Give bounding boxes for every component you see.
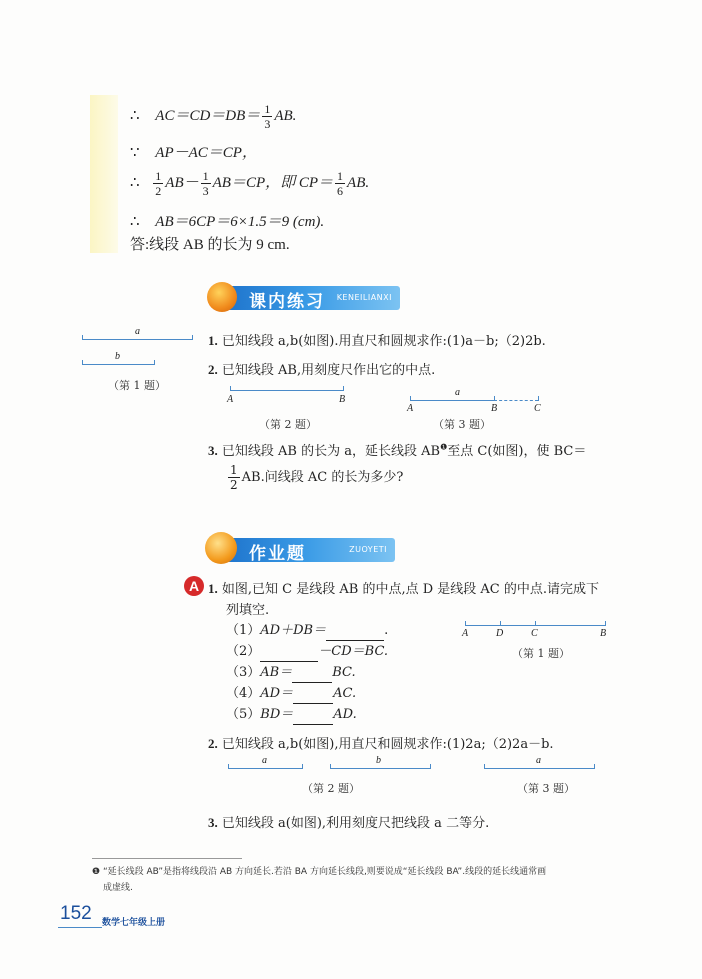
fill-item-4: （4）AD＝ AC. (226, 683, 388, 704)
therefore-symbol: ∴ (130, 174, 140, 191)
segment-a (82, 339, 192, 340)
homework-question-3: 3. 已知线段 a(如图),利用刻度尺把线段 a 二等分. (208, 815, 490, 831)
footnote: ❶ “延长线段 AB”是指将线段沿 AB 方向延长.若沿 BA 方向延长线段,则要说成“延长线段 BA”.线段的延长线通常画 (92, 867, 547, 877)
fill-item-3: （3）AB＝ BC. (226, 662, 388, 683)
proof-line-1: ∴ AC＝CD＝DB＝ $\frac{1}{3}$ AB. (130, 102, 297, 131)
answer-blank[interactable] (293, 724, 333, 725)
fill-item-5: （5）BD＝ AD. (226, 704, 388, 725)
extension-bc (494, 400, 538, 401)
footnote-divider (92, 858, 242, 859)
homework-question-2: 2. 已知线段 a,b(如图),用直尺和圆规求作:(1)2a;（2)2a－b. (208, 736, 554, 752)
proof-line-2: ∵ AP－AC＝CP， (130, 145, 257, 161)
practice-question-3: 3. 已知线段 AB 的长为 a，延长线段 $AB^❶$至点 C(如图)，使 BC＝ (208, 442, 587, 459)
homework-banner: 作业题 ZUOYETI (215, 538, 395, 562)
segment-b (82, 364, 154, 365)
segment-ab (410, 400, 494, 401)
segment-ab (230, 390, 343, 391)
because-symbol: ∵ (130, 145, 140, 161)
segment-a (228, 768, 302, 769)
fill-in-list (226, 620, 388, 725)
fill-item-2: （2） －CD＝BC. (226, 641, 388, 662)
fraction: $\frac{1}{3}$ (202, 169, 209, 198)
segment-a (484, 768, 594, 769)
fraction: $\frac{1}{2}$ (155, 169, 162, 198)
therefore-symbol: ∴ (130, 107, 140, 124)
fraction: $\frac{1}{3}$ (264, 102, 271, 131)
proof-line-3: ∴ $\frac{1}{2}$ AB－ $\frac{1}{3}$ AB＝CP，即 CP＝ $\frac{1}{6}$ AB. (130, 169, 370, 198)
proof-answer: 答:线段 AB 的长为 9 cm. (130, 237, 290, 253)
segment-b (330, 768, 430, 769)
practice-banner: 课内练习 KENEILIANXI (215, 286, 400, 310)
practice-question-3-cont: $\frac{1}{2}$ AB.问线段 AC 的长为多少? (230, 463, 404, 492)
footnote-marker: ❶ (440, 442, 448, 452)
fraction: $\frac{1}{2}$ (230, 463, 238, 492)
therefore-symbol: ∴ (130, 214, 140, 230)
fill-item-1: （1）AD＋DB＝ . (226, 620, 388, 641)
proof-line-4: ∴ AB＝6CP＝6×1.5＝9 (cm). (130, 214, 325, 230)
level-a-badge: A (184, 576, 204, 596)
orb-icon (205, 532, 237, 564)
practice-question-2: 2. 已知线段 AB,用刻度尺作出它的中点. (208, 362, 436, 378)
homework-question-1-cont: 列填空. (226, 603, 270, 618)
sun-icon (207, 282, 237, 312)
proof-highlight (90, 95, 118, 253)
fraction: $\frac{1}{6}$ (337, 169, 344, 198)
page-number-underline (58, 927, 102, 928)
book-title: 数学七年级上册 (102, 918, 166, 928)
footnote-cont: 成虚线. (103, 883, 133, 893)
page-number: 152 (60, 903, 92, 924)
practice-question-1: 1. 已知线段 a,b(如图).用直尺和圆规求作:(1)a－b;（2)2b. (208, 333, 546, 349)
homework-question-1: 1. 如图,已知 C 是线段 AB 的中点,点 D 是线段 AC 的中点.请完成下 (208, 581, 599, 597)
